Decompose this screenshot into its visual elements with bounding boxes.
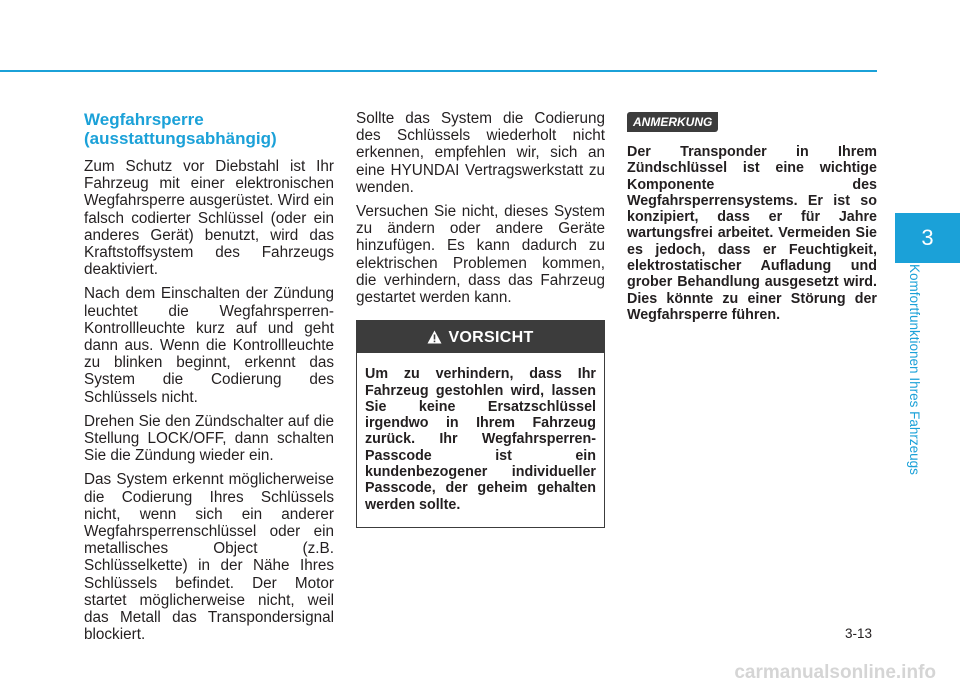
section-heading: Wegfahrsperre (ausstattungsabhängig) [84, 110, 277, 148]
chapter-title: Komfortfunktionen Ihres Fahrzeugs [907, 264, 922, 475]
paragraph: Nach dem Einschalten der Zündung leuchtet die Wegfahrsperren-Kontrollleuchte kurz auf und geht dann aus. Wenn die Kontrollleuchte zu blinken beginnt, erkennt das System die Codierung des Schlüssels nicht. [84, 285, 334, 406]
middle-column [356, 110, 605, 528]
right-column [627, 110, 877, 323]
warning-triangle-icon [427, 330, 442, 344]
caution-title: VORSICHT [448, 328, 534, 346]
caution-text: Um zu verhindern, dass Ihr Fahrzeug gestohlen wird, lassen Sie keine Ersatzschlüssel irgendwo in Ihrem Fahrzeug zurück. Ihr Wegfahrsperren-Passcode ist ein kundenbezogener individueller Passcode, der geheim gehalten werden sollte. [365, 366, 596, 513]
paragraph: Das System erkennt möglicherweise die Codierung Ihres Schlüssels nicht, wenn sich ein anderer Wegfahrsperrenschlüssel oder ein metallisches Object (z.B. Schlüsselkette) in der Nähe Ihres Schlüssels befindet. Der Motor startet möglicherweise nicht, weil das Metall das Transpondersignal blockiert. [84, 471, 334, 644]
paragraph: Sollte das System die Codierung des Schlüssels wiederholt nicht erkennen, empfehlen wir, sich an eine HYUNDAI Vertragswerkstatt zu wenden. [356, 110, 605, 196]
page-number: 3-13 [845, 626, 873, 641]
left-column [84, 110, 334, 650]
paragraph: Drehen Sie den Zündschalter auf die Stellung LOCK/OFF, dann schalten Sie die Zündung wieder ein. [84, 412, 334, 465]
paragraph: Versuchen Sie nicht, dieses System zu ändern oder andere Geräte hinzufügen. Es kann dadurch zu elektrischen Problemen kommen, die verhindern, dass das Fahrzeug gestartet werden kann. [356, 203, 605, 307]
chapter-tab [895, 213, 960, 263]
note-text: Der Transponder in Ihrem Zündschlüssel ist eine wichtige Komponente des Wegfahrsperrensystems. Er ist so konzipiert, dass er für Jahre wartungsfrei arbeitet. Vermeiden Sie es jedoch, dass er Feuchtigkeit, elektrostatischer Aufladung und grober Behandlung ausgesetzt wird. Dies könnte zu einer Störung der Wegfahrsperre führen. [627, 144, 877, 323]
chapter-number: 3 [921, 225, 934, 250]
note-label: ANMERKUNG [627, 112, 718, 132]
caution-header [357, 321, 604, 353]
watermark: carmanualsonline.info [734, 662, 936, 683]
caution-box [356, 320, 605, 528]
paragraph: Zum Schutz vor Diebstahl ist Ihr Fahrzeug mit einer elektronischen Wegfahrsperre ausgerüstet. Wird ein falsch codierter Schlüssel (oder ein anderes Gerät) benutzt, wird das Kraftstoffsystem des Fahrzeugs deaktiviert. [84, 158, 334, 279]
header-rule [0, 70, 877, 72]
